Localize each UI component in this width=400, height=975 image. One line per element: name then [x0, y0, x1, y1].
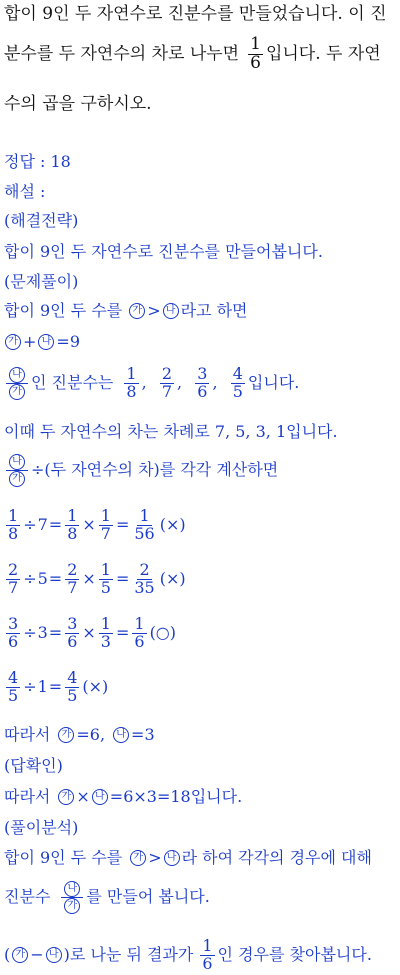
explanation-label: 해설 : — [4, 182, 46, 201]
circled-na-symbol: 나 — [92, 789, 108, 805]
circled-na-symbol: 나 — [164, 850, 180, 866]
circled-ga-symbol: 가 — [64, 898, 80, 914]
circled-ga-symbol: 가 — [5, 334, 21, 350]
fraction: $\frac{1}{6}$ — [250, 34, 261, 73]
analysis-header: (풀이분석) — [4, 818, 79, 837]
calc-row-3: $\frac{3}{6}$ ÷ 3 = $\frac{3}{6}$ × $\frac{1}{3}$ = $\frac{1}{6}$ (○) — [8, 614, 177, 651]
circled-fraction — [6, 366, 28, 401]
question-line-1: 합이 9인 두 자연수로 진분수를 만들었습니다. 이 진 — [4, 4, 387, 24]
calc-row-2: $\frac{2}{7}$ ÷ 5 = $\frac{2}{7}$ × $\frac{1}{5}$ = $\frac{2}{35}$ (×) — [8, 560, 186, 597]
fraction-1-8: $\frac{1}{8}$ — [126, 364, 137, 401]
answer-label: 정답 : 18 — [4, 152, 71, 171]
calc-row-4: $\frac{4}{5}$ ÷ 1 = $\frac{4}{5}$ (×) — [8, 668, 109, 705]
difference-line: 이때 두 자연수의 차는 차례로 7, 5, 3, 1입니다. — [4, 422, 338, 441]
fraction-3-6: $\frac{3}{6}$ — [197, 364, 208, 401]
fraction-2-7: $\frac{2}{7}$ — [161, 364, 173, 401]
circled-ga-symbol: 가 — [129, 303, 145, 319]
question-text: 분수를 두 자연수의 차로 나누면 — [4, 43, 240, 64]
circled-na-symbol: 나 — [9, 454, 25, 470]
therefore-line: 따라서 가 =6, 나 =3 — [4, 725, 155, 744]
circled-ga-symbol: 가 — [58, 727, 74, 743]
circled-fraction — [6, 453, 28, 488]
solve-line-1: 합이 9인 두 수를 가 > 나 라고 하면 — [4, 301, 248, 320]
circled-na-symbol: 나 — [9, 367, 25, 383]
analysis-line-2: 진분수 $\frac{\text{나}}{\text{가}}$ 를 만들어 봅니다. — [4, 880, 210, 915]
circled-ga-symbol: 가 — [9, 384, 25, 400]
question-line-3: 수의 곱을 구하시오. — [4, 94, 152, 114]
circled-na-symbol: 나 — [163, 303, 179, 319]
solve-line-2: 가 + 나 =9 — [4, 334, 80, 350]
circled-ga-symbol: 가 — [12, 947, 28, 963]
check-header: (답확인) — [4, 756, 63, 775]
solve-header: (문제풀이) — [4, 272, 79, 291]
fraction-4-5: $\frac{4}{5}$ — [232, 364, 243, 401]
check-line: 따라서 가 × 나 =6×3=18입니다. — [4, 787, 243, 806]
circled-ga-symbol: 가 — [9, 471, 25, 487]
circled-ga-symbol: 가 — [130, 850, 146, 866]
circled-fraction — [61, 880, 83, 915]
solve-line-3: $\frac{\text{나}}{\text{가}}$ 인 진분수는 $\frac{1}{8}$ , $\frac{2}{7}$ , $\frac{3}{6}$ , $\frac{4}{5}$ 입니다. — [4, 366, 299, 401]
circled-na-symbol: 나 — [113, 727, 129, 743]
analysis-line-1: 합이 9인 두 수를 가 > 나 라 하여 각각의 경우에 대해 — [4, 848, 372, 867]
fraction: $\frac{1}{6}$ — [202, 936, 213, 973]
circled-na-symbol: 나 — [64, 881, 80, 897]
calc-intro-line: $\frac{\text{나}}{\text{가}}$ ÷(두 자연수의 차)를 각각 계산하면 — [4, 453, 278, 488]
strategy-header: (해결전략) — [4, 211, 79, 230]
circled-na-symbol: 나 — [38, 334, 54, 350]
question-line-2 — [4, 36, 381, 73]
analysis-line-3: ( 가 − 나 )로 나눈 뒤 결과가 $\frac{1}{6}$ 인 경우를 찾아봅니다. — [4, 936, 372, 973]
circled-ga-symbol: 가 — [58, 789, 74, 805]
question-text: 입니다. 두 자연 — [265, 43, 381, 64]
circled-na-symbol: 나 — [46, 947, 62, 963]
strategy-text: 합이 9인 두 자연수로 진분수를 만들어봅니다. — [4, 242, 323, 261]
calc-row-1: $\frac{1}{8}$ ÷ 7 = $\frac{1}{8}$ × $\frac{1}{7}$ = $\frac{1}{56}$ (×) — [8, 506, 186, 543]
